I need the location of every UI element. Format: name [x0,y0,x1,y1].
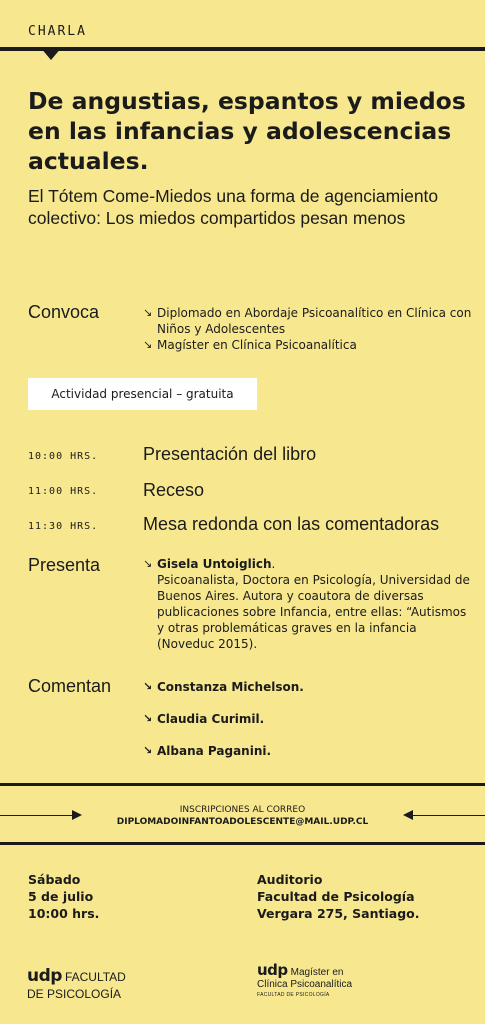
schedule-event: Presentación del libro [143,444,317,464]
arrow-down-right-icon: ↘ [143,712,153,725]
arrow-down-right-icon: ↘ [143,680,153,693]
event-day: Sábado [28,872,81,887]
schedule-time: 11:30 HRS. [28,521,99,532]
event-where [257,871,419,922]
divider-notch [40,47,62,60]
presenta-label: Presenta [28,555,101,575]
registration-label: INSCRIPCIONES AL CORREO [179,805,306,815]
event-time: 10:00 hrs. [28,906,100,921]
convoca-list [143,305,473,353]
presenter-name: Gisela Untoiglich [157,557,272,571]
venue-place: Auditorio [257,872,323,887]
arrow-down-right-icon: ↘ [143,744,153,757]
schedule-event: Mesa redonda con las comentadoras [143,514,440,534]
convoca-label: Convoca [28,302,100,322]
schedule-time: 11:00 HRS. [28,486,99,497]
venue-address: Vergara 275, Santiago. [257,906,420,921]
arrow-down-right-icon: ↘ [143,557,153,570]
list-item: ↘ Diplomado en Abordaje Psicoanalítico en Clínica con Niños y Adolescentes [143,306,472,336]
registration-divider-bottom [0,842,485,845]
arrow-left-icon [403,810,413,820]
list-item: ↘ Gisela Untoiglich. Psicoanalista, Doctora en Psicología, Universidad de Buenos Aires. Autora y coautora de diversas publicaciones sobre Infancia, entre ellas: “Autismos y otras problemáticas graves en la infancia (Noveduc 2015). [143,556,473,652]
commentator-item: ↘ Claudia Curimil. [143,712,265,726]
registration-divider-top [0,783,485,786]
presenter-block [143,556,473,652]
registration-email[interactable]: DIPLOMADOINFANTOADOLESCENTE@MAIL.UDP.CL [116,817,369,827]
venue-building: Facultad de Psicología [257,889,415,904]
commentator-item: ↘ Albana Paganini. [143,744,272,758]
schedule-event: Receso [143,480,205,500]
magister-logo: udp Magíster en Clínica Psicoanalítica FACULTAD DE PSICOLOGÍA [257,961,353,998]
arrow-down-right-icon: ↘ [143,338,153,351]
arrow-down-right-icon: ↘ [143,306,153,319]
top-divider [0,47,485,51]
presenter-bio: Psicoanalista, Doctora en Psicología, Universidad de Buenos Aires. Autora y coautora de diversas publicaciones sobre Infancia, entre ellas: “Autismos y otras problemáticas graves en la infancia (Noveduc 2015). [157,573,470,651]
comentan-label: Comentan [28,676,112,696]
event-date: 5 de julio [28,889,94,904]
event-when [28,871,99,922]
list-item: ↘ Magíster en Clínica Psicoanalítica [143,338,357,352]
category-tag: CHARLA [28,24,87,39]
activity-badge: Actividad presencial – gratuita [28,378,257,410]
arrow-left-line [413,815,485,816]
event-title: De angustias, espantos y miedos en las infancias y adolescencias actuales. [28,87,466,175]
schedule-time: 10:00 HRS. [28,451,99,462]
faculty-logo: udp FACULTAD DE PSICOLOGÍA [27,966,126,1001]
event-subtitle: El Tótem Come-Miedos una forma de agenciamiento colectivo: Los miedos compartidos pesan menos [28,186,439,228]
commentator-item: ↘ Constanza Michelson. [143,680,304,694]
